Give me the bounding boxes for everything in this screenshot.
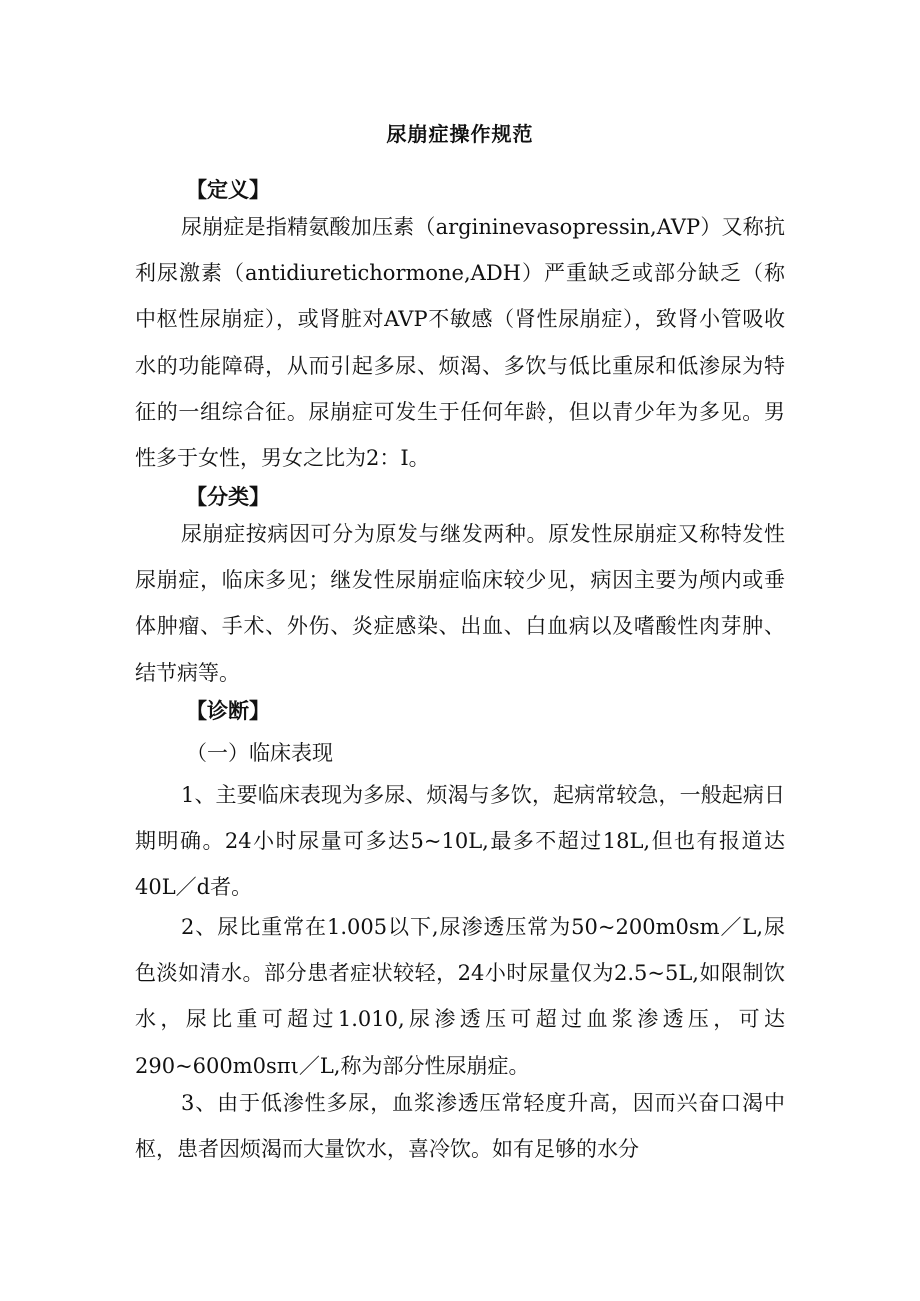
document-title: 尿崩症操作规范	[386, 122, 534, 146]
classification-paragraph: 尿崩症按病因可分为原发与继发两种。原发性尿崩症又称特发性尿崩症，临床多见；继发性尿崩症临床较少见，病因主要为颅内或垂体肿瘤、手术、外伤、炎症感染、出血、白血病以及嗜酸性肉芽肿、结节病等。	[135, 522, 785, 685]
section-heading-classification: 【分类】	[186, 485, 270, 509]
section-heading-diagnosis: 【诊断】	[186, 699, 270, 723]
definition-paragraph: 尿崩症是指精氨酸加压素（argininevasopressin,AVP）又称抗利尿激素（antidiuretichormone,ADH）严重缺乏或部分缺乏（称中枢性尿崩症），或肾脏对AVP不敏感（肾性尿崩症），致肾小管吸收水的功能障碍，从而引起多尿、烦渴、多饮与低比重尿和低渗尿为特征的一组综合征。尿崩症可发生于任何年龄，但以青少年为多见。男性多于女性，男女之比为2：I。	[135, 215, 785, 471]
subheading-clinical-manifestations: （一）临床表现	[186, 741, 333, 765]
diagnosis-item-2: 2、尿比重常在1.005以下,尿渗透压常为50~200m0sm／L,尿色淡如清水。部分患者症状较轻，24小时尿量仅为2.5~5L,如限制饮水，尿比重可超过1.010,尿渗透压可超过血浆渗透压，可达290~600m0sπι／L,称为部分性尿崩症。	[135, 915, 785, 1078]
diagnosis-item-1: 1、主要临床表现为多尿、烦渴与多饮，起病常较急，一般起病日期明确。24小时尿量可多达5~10L,最多不超过18L,但也有报道达40L／d者。	[135, 783, 785, 900]
section-heading-definition: 【定义】	[186, 178, 270, 202]
diagnosis-item-3: 3、由于低渗性多尿，血浆渗透压常轻度升高，因而兴奋口渴中枢，患者因烦渴而大量饮水，喜冷饮。如有足够的水分	[135, 1091, 785, 1162]
